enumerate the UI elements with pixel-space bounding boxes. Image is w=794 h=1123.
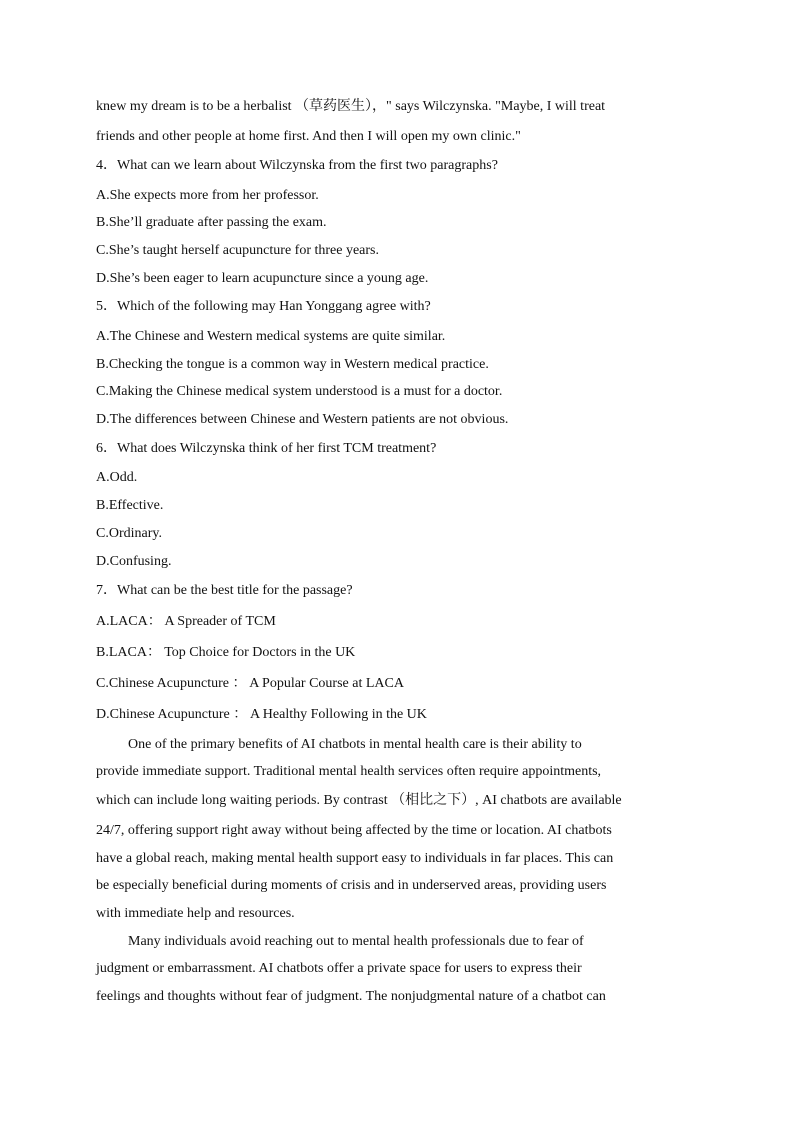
paragraph-line: which can include long waiting periods. By contrast （相比之下）, AI chatbots are available <box>96 793 622 808</box>
question-6-option-a: A.Odd. <box>96 470 138 485</box>
question-7-option-b: B.LACA： Top Choice for Doctors in the UK <box>96 645 356 660</box>
question-6-stem: 6．What does Wilczynska think of her first TCM treatment? <box>96 441 437 456</box>
question-4-stem: 4．What can we learn about Wilczynska from the first two paragraphs? <box>96 158 498 173</box>
paragraph-line: 24/7, offering support right away without being affected by the time or location. AI chatbots <box>96 823 612 838</box>
paragraph-line: with immediate help and resources. <box>96 906 295 921</box>
question-4-option-c: C.She’s taught herself acupuncture for three years. <box>96 243 380 258</box>
question-6-option-c: C.Ordinary. <box>96 526 162 541</box>
paragraph-line: feelings and thoughts without fear of judgment. The nonjudgmental nature of a chatbot can <box>96 989 606 1004</box>
paragraph-line: judgment or embarrassment. AI chatbots offer a private space for users to express their <box>96 961 582 976</box>
question-4-option-d: D.She’s been eager to learn acupuncture since a young age. <box>96 271 429 286</box>
paragraph-line: be especially beneficial during moments of crisis and in underserved areas, providing users <box>96 878 607 893</box>
question-5-option-a: A.The Chinese and Western medical systems are quite similar. <box>96 329 446 344</box>
question-6-option-b: B.Effective. <box>96 498 164 513</box>
question-7-stem: 7．What can be the best title for the passage? <box>96 583 353 598</box>
question-7-option-c: C.Chinese Acupuncture ： A Popular Course at LACA <box>96 676 404 691</box>
passage-line: knew my dream is to be a herbalist （草药医生），" says Wilczynska. "Maybe, I will treat <box>96 99 606 114</box>
question-7-option-d: D.Chinese Acupuncture ： A Healthy Following in the UK <box>96 707 427 722</box>
passage-line: friends and other people at home first. And then I will open my own clinic." <box>96 129 521 144</box>
question-5-stem: 5．Which of the following may Han Yonggang agree with? <box>96 299 431 314</box>
question-5-option-b: B.Checking the tongue is a common way in Western medical practice. <box>96 357 489 372</box>
paragraph-line: have a global reach, making mental health support easy to individuals in far places. This can <box>96 851 614 866</box>
question-6-option-d: D.Confusing. <box>96 554 172 569</box>
question-7-option-a: A.LACA： A Spreader of TCM <box>96 614 276 629</box>
question-5-option-d: D.The differences between Chinese and Western patients are not obvious. <box>96 412 509 427</box>
paragraph-line: provide immediate support. Traditional mental health services often require appointments, <box>96 764 602 779</box>
question-4-option-a: A.She expects more from her professor. <box>96 188 319 203</box>
question-5-option-c: C.Making the Chinese medical system understood is a must for a doctor. <box>96 384 503 399</box>
paragraph-line: Many individuals avoid reaching out to mental health professionals due to fear of <box>128 934 584 949</box>
paragraph-line: One of the primary benefits of AI chatbots in mental health care is their ability to <box>128 737 582 752</box>
question-4-option-b: B.She’ll graduate after passing the exam. <box>96 215 327 230</box>
